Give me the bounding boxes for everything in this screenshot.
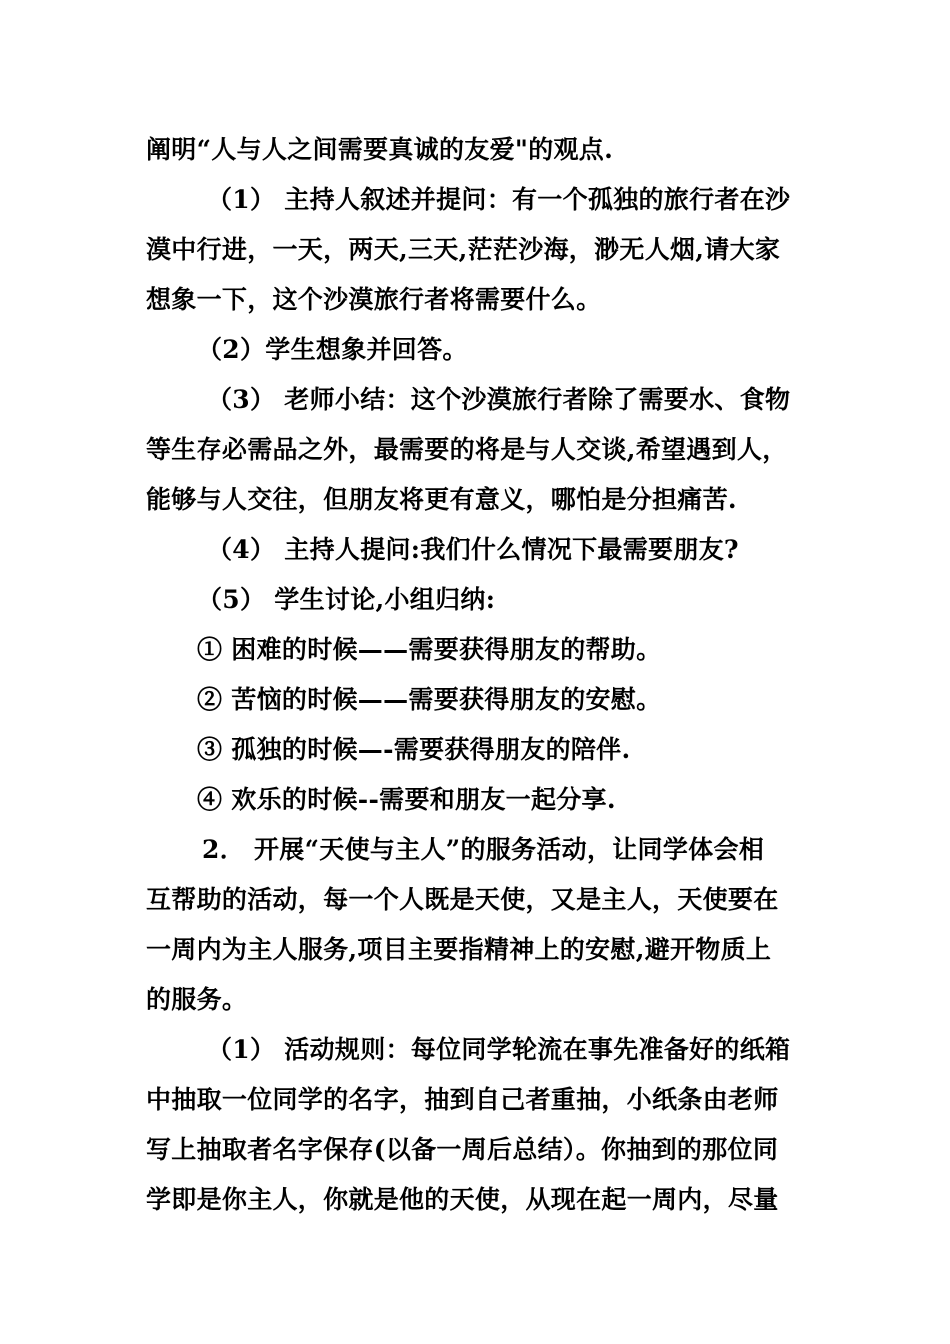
- text-line: 阐明“人与人之间需要真诚的友爱"的观点.: [146, 135, 614, 164]
- list-item: ① 困难的时候——需要获得朋友的帮助。: [197, 635, 662, 664]
- text-line: 2． 开展“天使与主人”的服务活动，让同学体会相: [202, 835, 765, 864]
- text-line: 互帮助的活动，每一个人既是天使，又是主人，天使要在: [146, 885, 779, 914]
- text-line: 想象一下，这个沙漠旅行者将需要什么。: [146, 285, 602, 314]
- text-line: （5） 学生讨论,小组归纳:: [197, 585, 496, 614]
- list-item: ③ 孤独的时候—-需要获得朋友的陪伴.: [197, 735, 631, 764]
- text-line: （3） 老师小结：这个沙漠旅行者除了需要水、食物: [207, 385, 791, 414]
- list-item: ② 苦恼的时候——需要获得朋友的安慰。: [197, 685, 662, 714]
- text-line: 等生存必需品之外，最需要的将是与人交谈,希望遇到人，: [146, 435, 788, 464]
- text-line: 一周内为主人服务,项目主要指精神上的安慰,避开物质上: [146, 935, 772, 964]
- text-line: 学即是你主人，你就是他的天使，从现在起一周内，尽量: [146, 1185, 779, 1214]
- list-item: ④ 欢乐的时候--需要和朋友一起分享.: [197, 785, 616, 814]
- text-line: 的服务。: [146, 985, 248, 1014]
- text-line: （1） 主持人叙述并提问：有一个孤独的旅行者在沙: [207, 185, 791, 214]
- text-line: （1） 活动规则：每位同学轮流在事先准备好的纸箱: [207, 1035, 791, 1064]
- text-line: （4） 主持人提问:我们什么情况下最需要朋友?: [207, 535, 739, 564]
- text-line: 中抽取一位同学的名字，抽到自己者重抽，小纸条由老师: [146, 1085, 779, 1114]
- text-line: （2）学生想象并回答。: [197, 335, 468, 364]
- text-line: 能够与人交往，但朋友将更有意义，哪怕是分担痛苦.: [146, 485, 737, 514]
- text-line: 漠中行进，一天，两天,三天,茫茫沙海，渺无人烟,请大家: [146, 235, 781, 264]
- text-line: 写上抽取者名字保存(以备一周后总结）。你抽到的那位同: [146, 1135, 779, 1164]
